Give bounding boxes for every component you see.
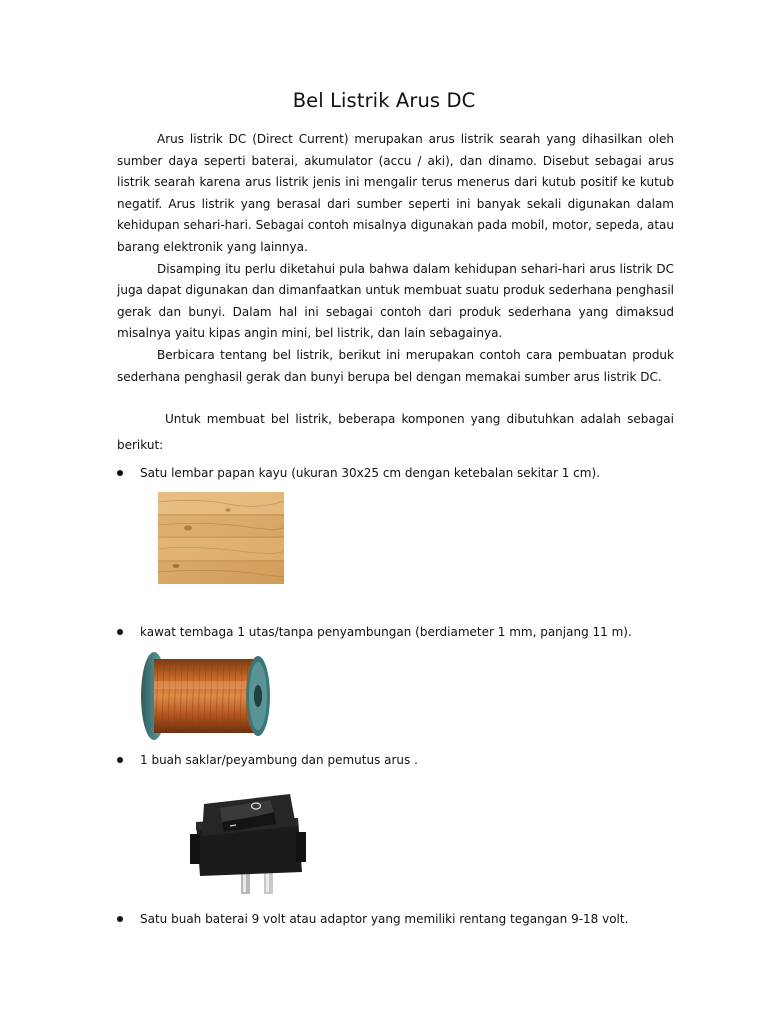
bullet-icon (117, 916, 123, 922)
copper-wire-spool-photo (140, 651, 272, 741)
list-item-text: kawat tembaga 1 utas/tanpa penyambungan (berdiameter 1 mm, panjang 11 m). (140, 625, 632, 639)
paragraph-3: Berbicara tentang bel listrik, berikut ini merupakan contoh cara pembuatan produk sederhana penghasil gerak dan bunyi berupa bel dengan memakai sumber arus listrik DC. (117, 347, 674, 384)
list-item-text: Satu buah baterai 9 volt atau adaptor yang memiliki rentang tegangan 9-18 volt. (140, 912, 629, 926)
page-title: Bel Listrik Arus DC (292, 89, 476, 112)
intro-text (117, 129, 674, 388)
lead-paragraph: Untuk membuat bel listrik, beberapa komponen yang dibutuhkan adalah sebagai berikut: (117, 412, 674, 452)
paragraph-2: Disamping itu perlu diketahui pula bahwa dalam kehidupan sehari-hari arus listrik DC juga dapat digunakan dan dimanfaatkan untuk membuat suatu produk sederhana penghasil gerak dan bunyi. Dalam hal ini sebagai contoh dari produk sederhana yang dimaksud misalnya yaitu kipas angin mini, bel listrik, dan lain sebagainya. (117, 261, 674, 341)
bullet-icon (117, 629, 123, 635)
wood-board-photo (158, 492, 284, 584)
rocker-switch-photo (186, 782, 310, 900)
bullet-icon (117, 470, 123, 476)
list-item-text: Satu lembar papan kayu (ukuran 30x25 cm dengan ketebalan sekitar 1 cm). (140, 466, 600, 480)
bullet-icon (117, 757, 123, 763)
paragraph-1: Arus listrik DC (Direct Current) merupakan arus listrik searah yang dihasilkan oleh sumber daya seperti baterai, akumulator (accu / aki), dan dinamo. Disebut sebagai arus listrik searah karena arus listrik jenis ini mengalir terus menerus dari kutub positif ke kutub negatif. Arus listrik yang berasal dari sumber seperti ini banyak sekali digunakan dalam kehidupan sehari-hari. Sebagai contoh misalnya digunakan pada mobil, motor, sepeda, atau barang elektronik yang lainnya. (117, 132, 674, 254)
list-item-text: 1 buah saklar/peyambung dan pemutus arus . (140, 753, 418, 767)
